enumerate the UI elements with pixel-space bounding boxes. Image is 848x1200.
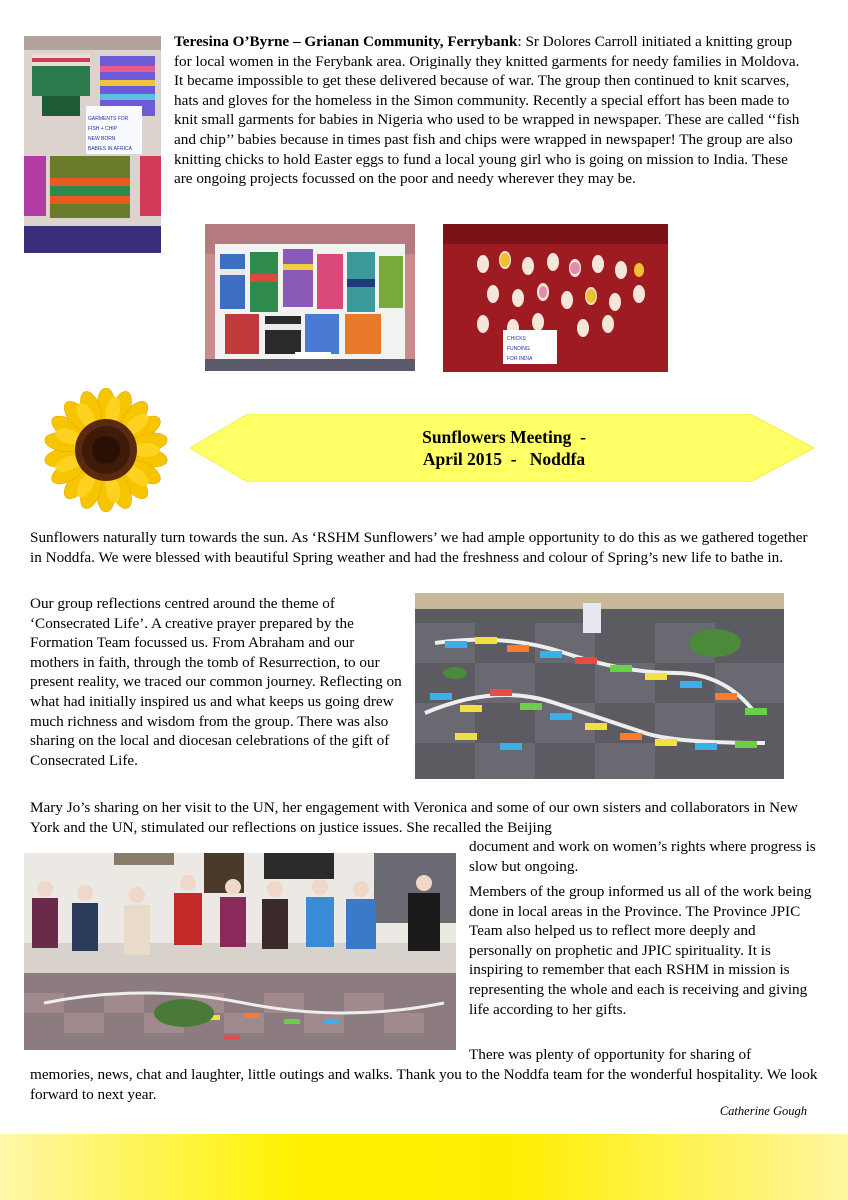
banner-line-2: April 2015 - Noddfa [422,449,586,469]
article2-plenty-start: There was plenty of opportunity for sharing of [469,1046,752,1063]
footer-yellow-band [0,1134,848,1200]
article2-members: Members of the group informed us all of the work being done in local areas in the Province. The Province JPIC Team also helped us to reflect more deeply and personally on prophetic and JPIC spirituality. It is inspiring to remember that each RSHM in mission is representing the whole and each is receiving and giving life according to her gifts. [469,883,812,1018]
svg-text:FOR INDIA: FOR INDIA [507,356,533,362]
svg-text:BABIES IN AFRICA: BABIES IN AFRICA [88,146,132,152]
prayer-floor-display-photo [415,593,784,779]
sunflower-image [44,388,168,512]
svg-text:NEW BORN: NEW BORN [88,136,116,142]
svg-text:FUNDING: FUNDING [507,346,530,352]
knitted-garments-photo [24,36,161,253]
article2-plenty-rest: memories, news, chat and laughter, little outings and walks. Thank you to the Noddfa team for the wonderful hospitality. We look forward to next year. [30,1066,818,1103]
banner-title [350,426,658,470]
article1-body: : Sr Dolores Carroll initiated a knitting group for local women in the Ferybank area. Originally they knitted garments for needy families in Moldova. It became impossible to get these delivered because of war. The group then continued to knit scarves, hats and gloves for the homeless in the Simon community. Recently a special effort has been made to knit small garments for babies in Nigeria who used to be wrapped in newspaper. These are called ‘‘fish and chip’’ babies because in times past fish and chips were wrapped in newspaper! The group are also knitting chicks to hold Easter eggs to fund a local young girl who is going on mission to India. These are ongoing projects focussed on the poor and needy wherever they may be. [174,33,800,188]
article2-maryjo: Mary Jo’s sharing on her visit to the UN, her engagement with Veronica and some of our own sisters and collaborators in New York and the UN, stimulated our reflections on justice issues. She recalled the Beijing [30,799,798,836]
signature: Catherine Gough [719,1104,807,1118]
article2-maryjo-continued: document and work on women’s rights where progress is slow but ongoing. [469,838,816,875]
svg-text:FISH + CHIP: FISH + CHIP [88,126,118,132]
banner-line-1: Sunflowers Meeting - [422,427,586,447]
knitted-chicks-photo [443,224,668,372]
group-sitting-circle-photo [24,853,456,1050]
article1-text [174,32,808,189]
chicks-sign-text: CHICKS [507,336,526,342]
article1-heading: Teresina O’Byrne – Grianan Community, Ferrybank [174,33,518,50]
article2-reflections: Our group reflections centred around the theme of ‘Consecrated Life’. A creative prayer prepared by the Formation Team focussed us. From Abraham and our mothers in faith, through the tomb of Resurrection, to our present reality, we traced our common journey. Reflecting on what had initially inspired us and what keeps us going drew much richness and wisdom from the group. There was also sharing on the local and diocesan celebrations of the gift of Consecrated Life. [30,595,402,769]
garments-sign-text: GARMENTS FOR [88,116,129,122]
article2-intro: Sunflowers naturally turn towards the sun. As ‘RSHM Sunflowers’ we had ample opportunity to do this as we gathered together in Noddfa. We were blessed with beautiful Spring weather and had the freshness and colour of Spring’s new life to bathe in. [30,529,808,566]
knitted-jumpers-chair-photo [205,224,415,371]
